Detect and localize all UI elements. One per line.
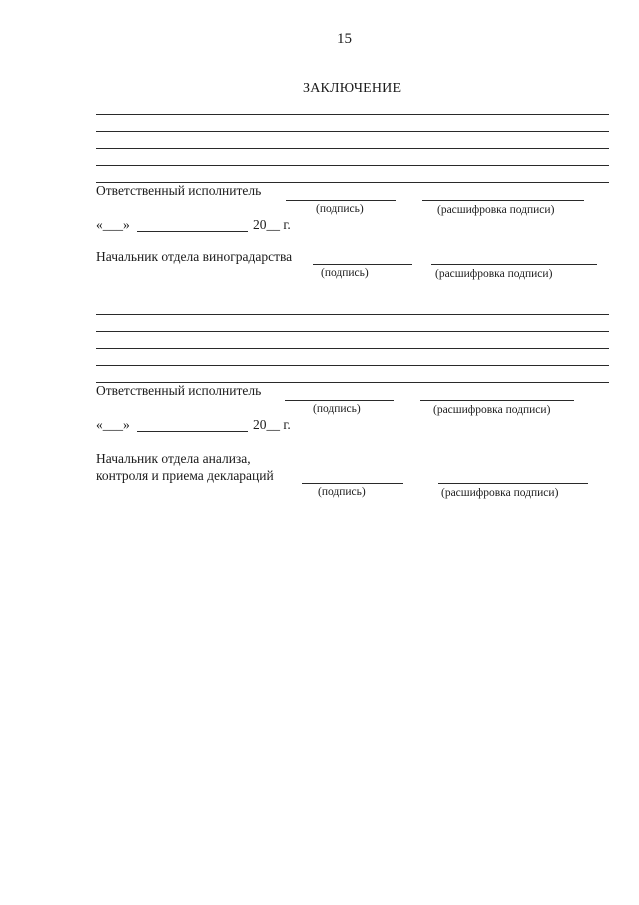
date-day-month: «___» xyxy=(96,217,130,232)
signature-caption: (подпись) xyxy=(316,203,364,215)
chief-signature-decode-field[interactable] xyxy=(438,483,588,484)
responsible-executor-label: Ответственный исполнитель xyxy=(96,183,262,198)
conclusion-line[interactable] xyxy=(96,365,609,366)
conclusion-line[interactable] xyxy=(96,114,609,115)
chief-signature-caption: (подпись) xyxy=(321,267,369,279)
document-title: ЗАКЛЮЧЕНИЕ xyxy=(303,81,402,96)
chief-analysis-label-line1: Начальник отдела анализа, xyxy=(96,451,251,466)
signature-decode-caption: (расшифровка подписи) xyxy=(437,204,555,216)
signature-field[interactable] xyxy=(286,200,396,201)
chief-signature-field[interactable] xyxy=(302,483,403,484)
chief-viticulture-label: Начальник отдела виноградарства xyxy=(96,249,293,264)
date-day-month: «___» xyxy=(96,417,130,432)
date-month-field[interactable] xyxy=(137,431,248,432)
chief-signature-decode-caption: (расшифровка подписи) xyxy=(441,487,559,499)
chief-signature-decode-field[interactable] xyxy=(431,264,597,265)
conclusion-line[interactable] xyxy=(96,131,609,132)
date-year: 20__ г. xyxy=(253,417,291,432)
conclusion-line[interactable] xyxy=(96,165,609,166)
date-month-field[interactable] xyxy=(137,231,248,232)
chief-analysis-label-line2: контроля и приема деклараций xyxy=(96,468,274,483)
conclusion-line[interactable] xyxy=(96,148,609,149)
conclusion-line[interactable] xyxy=(96,314,609,315)
page-number: 15 xyxy=(337,31,352,47)
chief-signature-caption: (подпись) xyxy=(318,486,366,498)
date-year: 20__ г. xyxy=(253,217,291,232)
responsible-executor-label: Ответственный исполнитель xyxy=(96,383,262,398)
conclusion-line[interactable] xyxy=(96,331,609,332)
signature-decode-field[interactable] xyxy=(422,200,584,201)
signature-decode-caption: (расшифровка подписи) xyxy=(433,404,551,416)
chief-signature-decode-caption: (расшифровка подписи) xyxy=(435,268,553,280)
signature-decode-field[interactable] xyxy=(420,400,574,401)
signature-caption: (подпись) xyxy=(313,403,361,415)
chief-signature-field[interactable] xyxy=(313,264,412,265)
signature-field[interactable] xyxy=(285,400,394,401)
conclusion-line[interactable] xyxy=(96,348,609,349)
